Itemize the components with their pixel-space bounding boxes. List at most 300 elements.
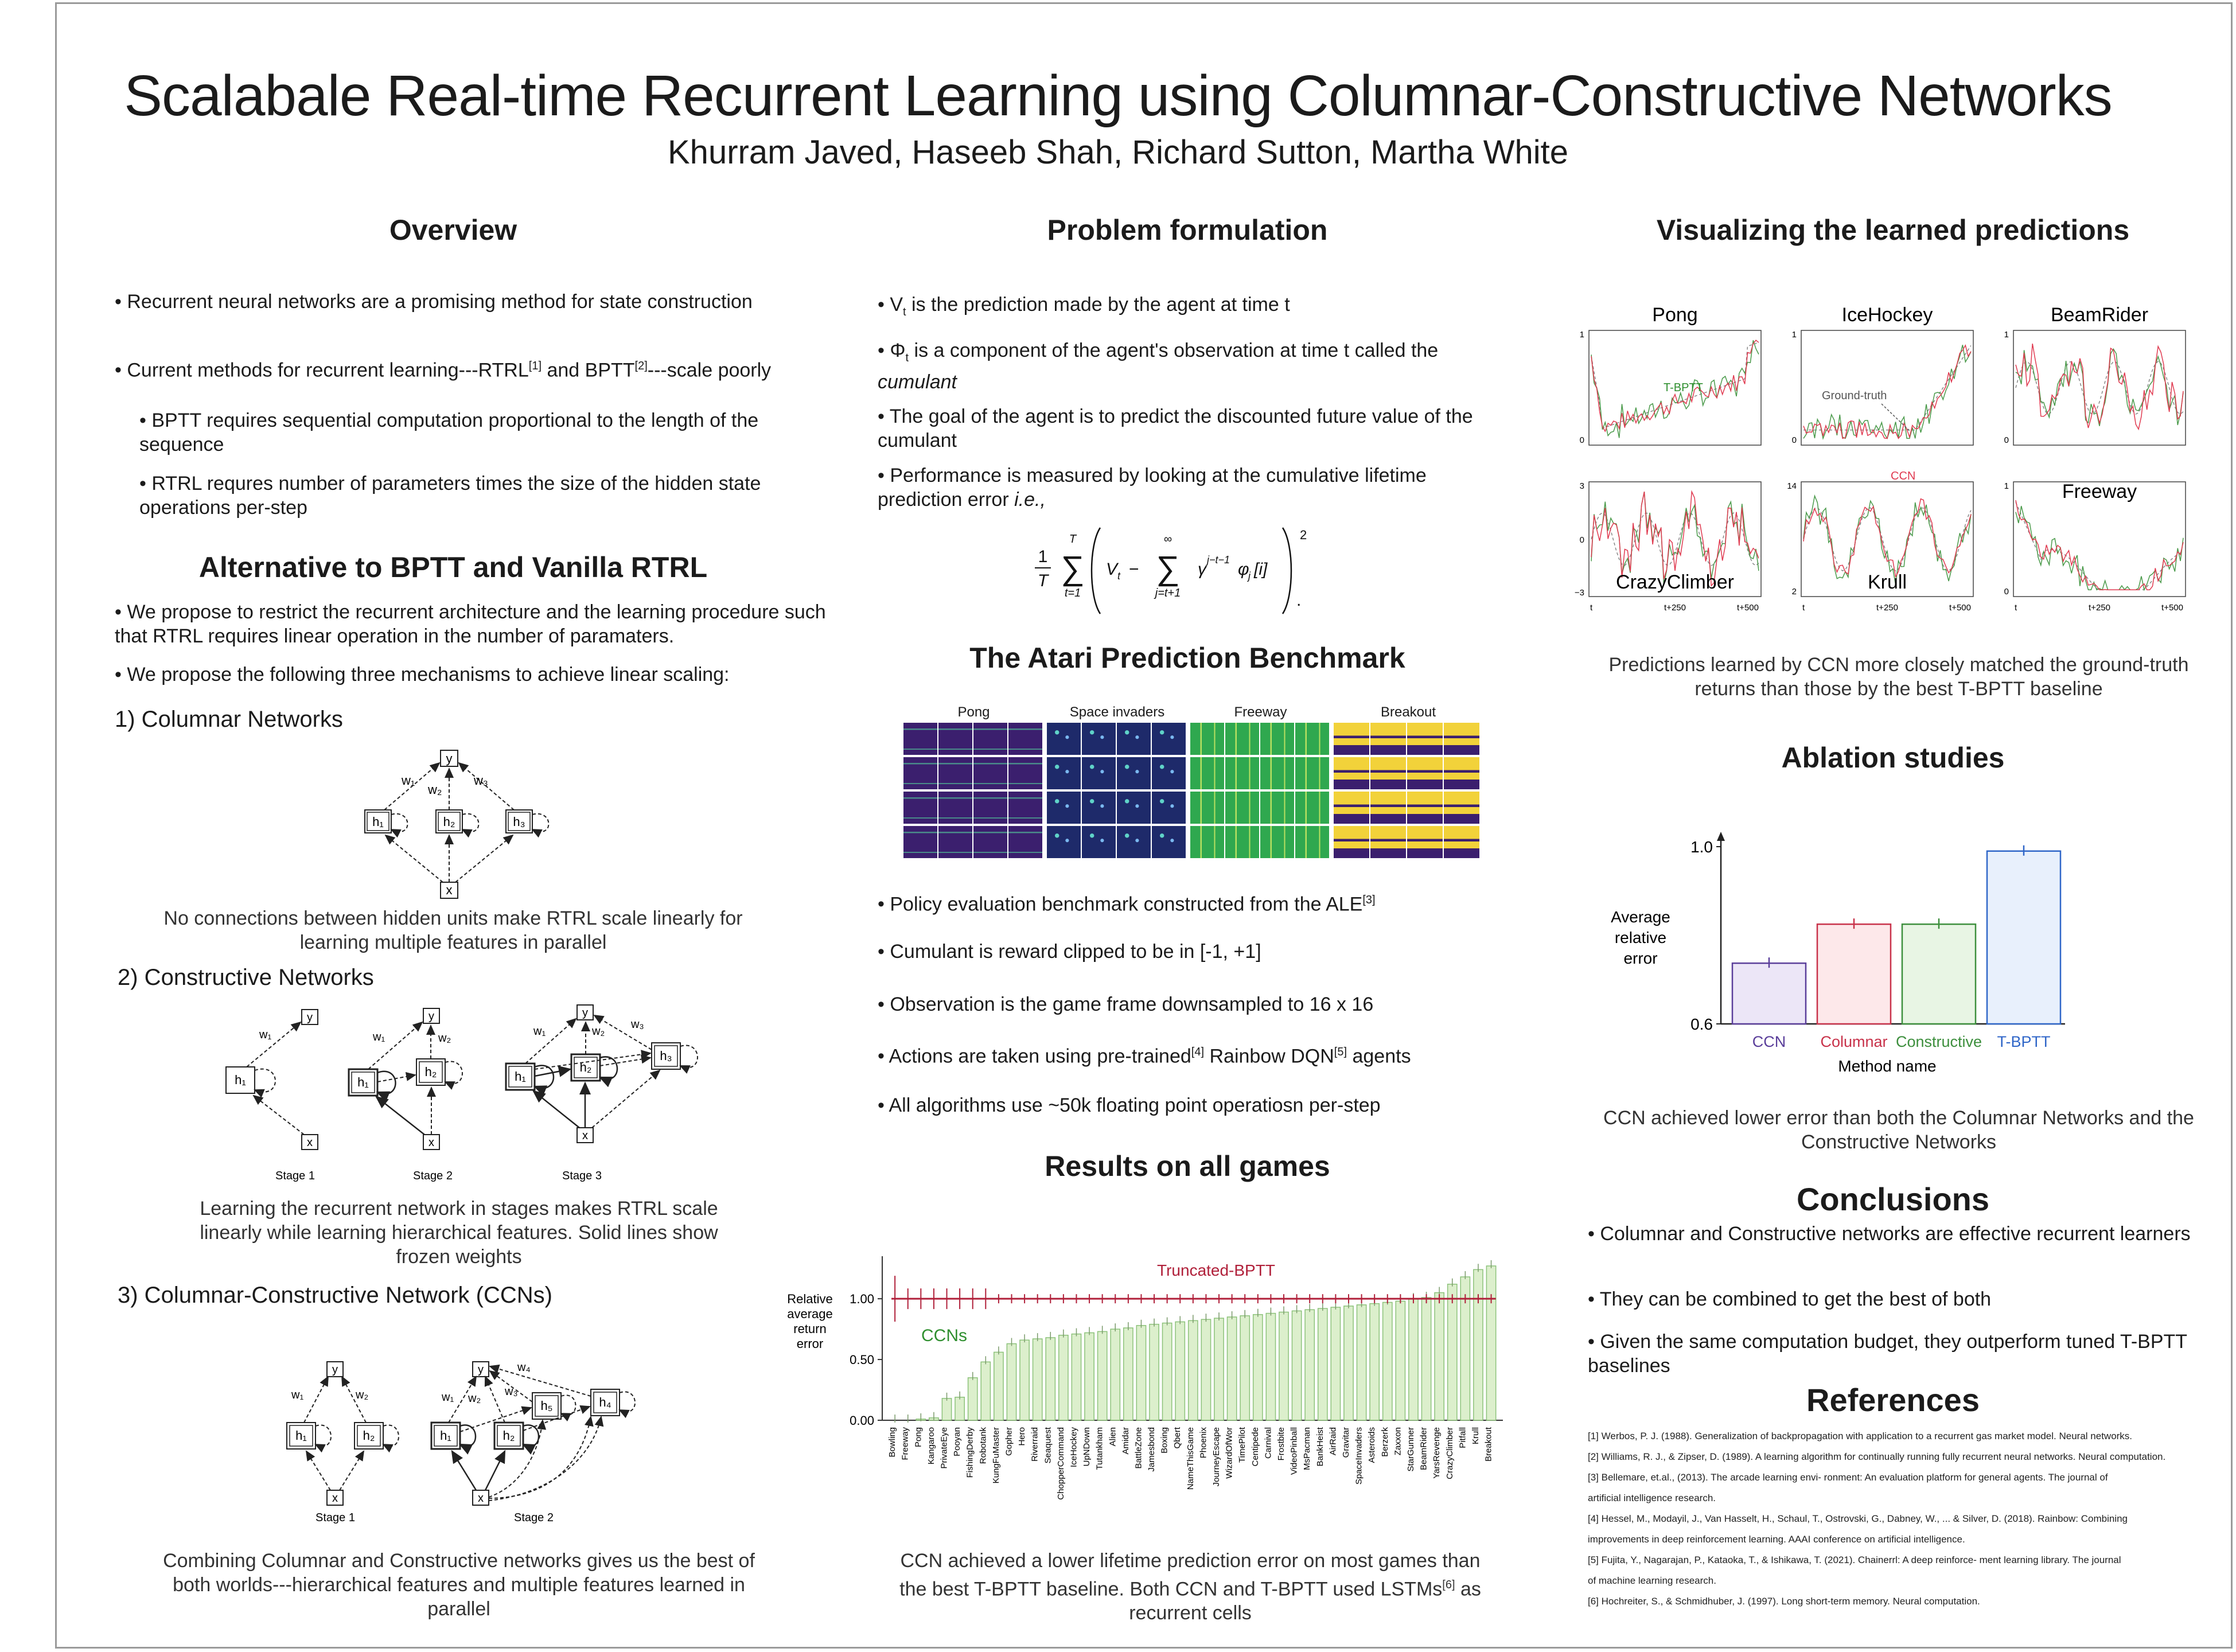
atari-frame-pong [938,826,972,858]
results-xtick: MsPacman [1302,1427,1312,1471]
ccn-s2-w2: w₂ [468,1392,481,1405]
results-xtick: NameThisGame [1185,1427,1195,1490]
panel-title: Pong [1652,304,1698,326]
stage3-label: Stage 3 [562,1170,602,1182]
overview-heading: Overview [389,214,517,246]
results-xtick: Berzerk [1380,1427,1390,1457]
results-bar [1279,1312,1288,1420]
atari-frame-space [1152,826,1186,858]
stage2-x: x [428,1136,434,1149]
columnar-node-h3-label: h₃ [513,815,525,829]
atari-frame-space [1082,792,1116,824]
panel-xtick: t+500 [2161,603,2183,613]
results-bar-chart [769,1205,1514,1503]
formula-sum2-top: ∞ [1163,533,1172,546]
columnar-node-h2-label: h₂ [443,815,455,829]
results-xtick: AirRaid [1328,1427,1338,1456]
panel-ytick: 3 [1579,481,1584,491]
results-ylabel [787,1292,833,1351]
results-bar [1305,1310,1314,1420]
atari-frame-space [1117,723,1151,755]
atari-heading: The Atari Prediction Benchmark [969,642,1405,674]
panel-ytick: −3 [1574,588,1584,598]
results-xtick: Breakout [1483,1427,1494,1462]
results-bar [1409,1299,1418,1420]
atari-frame-pong [938,792,972,824]
results-ylabel-l2: average [787,1307,833,1321]
formula-minus: − [1129,560,1139,579]
panel-ytick: 0 [1579,435,1584,445]
results-bar [1163,1323,1172,1420]
results-bar [1214,1318,1224,1420]
columnar-node-x [441,882,458,898]
results-ylabel-l4: error [796,1337,824,1351]
panel-xtick: t+250 [2089,603,2110,613]
results-bar [1266,1314,1275,1420]
ccn-s1-h2: h₂ [363,1428,375,1443]
results-xtick: Pooyan [952,1427,963,1456]
atari-frame-pong [1008,723,1042,755]
columnar-node-y [441,750,458,766]
ccn-subheading: 3) Columnar-Constructive Network (CCNs) [118,1283,552,1308]
results-xtick: CrazyClimber [1444,1427,1455,1479]
results-xtick: ChopperCommand [1055,1427,1066,1500]
ccn-stage1-label: Stage 1 [315,1511,355,1524]
overview-bullet-3: • BPTT requires sequential computation proportional to the length of the sequence [139,408,816,457]
atari-bullet-3: • Observation is the game frame downsampled to 16 x 16 [878,992,1486,1016]
formula-idx: [i] [1254,560,1268,579]
atari-frame-space [1082,723,1116,755]
ccn-s1-w1: w₁ [291,1389,304,1401]
atari-frame-freeway [1295,723,1329,755]
problem-bullet-2: • $\Phi_t$ is a component of the agent's observation at time t called the cumulant [878,338,1486,394]
formula-sum1-top: T [1069,533,1077,546]
results-ytick: 0.00 [850,1413,874,1428]
formula-sum2-bot: j=t+1 [1155,587,1181,599]
ccn-s1-y: y [332,1363,338,1376]
atari-frame-space [1047,723,1081,755]
results-bar [1111,1329,1120,1420]
alternative-heading: Alternative to BPTT and Vanilla RTRL [198,551,708,583]
stage1-label: Stage 1 [275,1170,315,1182]
stage3-h1: h₁ [515,1069,526,1084]
stage1-h1: h₁ [235,1073,246,1087]
results-xtick: YarsRevenge [1432,1427,1442,1479]
formula-v-sub: t [1117,570,1121,582]
results-xtick: Amidar [1120,1427,1131,1455]
ccn-s2-h2: h₂ [502,1428,515,1443]
atari-frame-pong [903,757,937,789]
atari-frame-breakout [1334,792,1369,824]
results-xtick: TimePilot [1237,1427,1248,1463]
panel-ytick: 2 [1791,587,1797,597]
formula-gamma: γ [1198,560,1206,579]
prediction-panel-pong [1580,304,1761,445]
label-ccn: CCN [1891,470,1916,482]
results-bar [1474,1269,1483,1420]
results-bar [1227,1317,1236,1420]
stage1-y: y [307,1011,313,1024]
results-bar [1253,1315,1263,1420]
ablation-heading: Ablation studies [1781,742,2005,774]
atari-frame-breakout [1444,792,1479,824]
constructive-network-diagram [218,998,723,1187]
panel-title: CrazyClimber [1616,571,1734,593]
results-bar [1124,1328,1133,1420]
ablation-ylabel-l2: relative [1614,929,1667,946]
constructive-subheading: 2) Constructive Networks [118,965,374,990]
ablation-xlabel: Method name [1838,1057,1937,1075]
stage2-w1: w₁ [373,1031,385,1043]
ccn-s2-x: x [478,1492,484,1505]
stage1-x: x [307,1136,313,1149]
stage2-group [349,1008,462,1182]
ablation-bar-ccn [1732,963,1806,1024]
results-bar [1033,1339,1042,1420]
atari-frame-space [1117,757,1151,789]
atari-frames-figure [903,702,1483,863]
results-xtick: Jamesbond [1147,1427,1157,1472]
overview-bullet-4: • RTRL requres number of parameters times the size of the hidden state operations per-step [139,472,816,520]
atari-frame-breakout [1370,826,1406,858]
stage3-h2: h₂ [579,1060,592,1074]
prediction-panel-icehockey [1792,304,1973,445]
results-xtick: Kangaroo [926,1427,936,1465]
atari-game-label-pong: Pong [957,704,990,720]
formula-dot: . [1296,591,1302,610]
atari-frame-pong [973,723,1007,755]
atari-frame-pong [903,792,937,824]
results-xtick: Pong [913,1427,924,1448]
results-bar [1435,1293,1444,1420]
panel-ytick: 1 [2004,481,2009,491]
atari-frame-freeway [1190,723,1224,755]
panel-xtick: t+250 [1876,603,1898,613]
atari-game-label-freeway: Freeway [1234,704,1287,720]
panel-title: Krull [1867,571,1907,593]
results-xtick: VideoPinball [1289,1427,1299,1475]
ccn-s1-h1: h₁ [295,1428,307,1443]
stage2-w2: w₂ [438,1032,451,1045]
ccn-s2-w3: w₃ [505,1385,518,1398]
results-bar [1059,1335,1068,1420]
results-xtick: Tutankham [1094,1427,1105,1470]
svg-text:∑: ∑ [1156,550,1180,587]
atari-frame-space [1047,826,1081,858]
panel-ytick: 0 [2004,435,2009,445]
atari-frame-freeway [1225,723,1259,755]
problem-bullet-3: • The goal of the agent is to predict the discounted future value of the cumulant [878,404,1486,453]
results-xtick: KungFuMaster [991,1427,1001,1484]
panel-ytick: 0 [2004,587,2009,597]
results-bar [1020,1340,1029,1420]
atari-frame-breakout [1444,757,1479,789]
conclusions-bullet-3: • Given the same computation budget, they outperform tuned T-BPTT baselines [1588,1330,2196,1378]
atari-frame-pong [938,723,972,755]
results-xtick: IceHockey [1069,1427,1079,1468]
results-xtick: Boxing [1159,1427,1170,1454]
results-xtick: FishingDerby [965,1427,975,1478]
svg-text:∑: ∑ [1061,550,1085,587]
stage3-y: y [582,1007,588,1019]
results-xtick: Alien [1108,1427,1118,1447]
formula-power: 2 [1300,528,1307,542]
results-caption: CCN achieved a lower lifetime prediction error on most games than the best T-BPTT baseline. Both CCN and T-BPTT used LSTMs[6] as recurrent cells [899,1550,1481,1624]
atari-game-label-breakout: Breakout [1380,704,1436,720]
results-xtick: JourneyEscape [1212,1427,1222,1487]
panel-xtick: t+500 [1949,603,1971,613]
formula-sum1-bot: t=1 [1064,587,1081,599]
results-xtick: Gopher [1004,1427,1014,1456]
reference-4a: [4] Hessel, M., Modayil, J., Van Hasselt, H., Schaul, T., Ostrovski, G., Dabney, W., ... & Silver, D. (2018). Rainbow: Combining [1588,1513,2128,1524]
results-xtick: Asteroids [1367,1427,1377,1463]
atari-frame-breakout [1444,723,1479,755]
results-bar [1007,1344,1016,1420]
panel-title: Freeway [2062,481,2137,502]
atari-frame-breakout [1334,757,1369,789]
results-bar [1175,1322,1185,1420]
results-bar [1344,1306,1353,1420]
alternative-bullet-2: • We propose the following three mechanisms to achieve linear scaling: [115,663,837,687]
panel-xtick: t+250 [1664,603,1686,613]
overview-bullet-2: • Current methods for recurrent learning---RTRL[1] and BPTT[2]---scale poorly [115,354,837,382]
results-xtick: Zaxxon [1393,1427,1403,1456]
ccn-stage2-group [431,1361,635,1524]
columnar-node-y-label: y [446,751,453,766]
atari-frame-breakout [1370,792,1406,824]
results-heading: Results on all games [1045,1150,1330,1182]
ablation-bar-constructive [1902,924,1976,1024]
ccn-s2-w1: w₁ [442,1391,454,1404]
results-bar [1370,1304,1379,1420]
results-bar [1085,1332,1094,1420]
results-xtick: Freeway [900,1427,910,1460]
columnar-weight-w1: w₁ [402,773,415,788]
poster-authors: Khurram Javed, Haseeb Shah, Richard Sutton, Martha White [668,134,1568,171]
atari-frame-pong [1008,757,1042,789]
results-xtick: BankHeist [1315,1427,1325,1467]
results-xtick: UpNDown [1082,1427,1092,1467]
ccn-s2-h1: h₁ [440,1428,451,1443]
panel-ytick: 1 [1579,330,1584,340]
atari-frame-breakout [1370,723,1406,755]
constructive-caption: Learning the recurrent network in stages makes RTRL scale linearly while learning hierarchical features. Solid lines show frozen weights [200,1198,718,1268]
formula-exp: j−t−1 [1207,554,1230,566]
results-ytick: 1.00 [850,1292,874,1307]
results-xtick: StarGunner [1405,1427,1416,1472]
ablation-bar-chart [1589,826,2163,1084]
atari-bullet-4: • Actions are taken using pre-trained[4] Rainbow DQN[5] agents [878,1040,1486,1068]
atari-frame-freeway [1260,757,1294,789]
stage3-w2: w₂ [592,1025,605,1038]
ablation-xtick-t-bptt: T-BPTT [1997,1033,2051,1050]
stage3-group [506,1005,698,1182]
atari-frame-breakout [1444,826,1479,858]
results-xtick: Riverraid [1030,1427,1040,1462]
ccn-s2-h4: h₄ [599,1395,611,1409]
overview-bullet-1: • Recurrent neural networks are a promising method for state construction [115,290,837,314]
results-bar [1189,1320,1198,1420]
viz-heading: Visualizing the learned predictions [1656,214,2130,246]
prediction-panel-krull [1787,481,1973,613]
stage3-w3: w₃ [631,1018,644,1031]
stage3-w1: w₁ [533,1025,546,1038]
atari-frame-pong [973,826,1007,858]
ccn-s1-x: x [332,1492,338,1505]
panel-title: BeamRider [2050,304,2149,326]
results-bar [1201,1319,1210,1420]
results-ytick: 0.50 [850,1353,874,1367]
reference-5b: of machine learning research. [1588,1575,1716,1586]
atari-frame-space [1047,792,1081,824]
atari-frame-freeway [1225,792,1259,824]
stage2-h1: h₁ [357,1075,369,1089]
atari-frame-space [1117,826,1151,858]
atari-frame-space [1117,792,1151,824]
results-xtick: Robotank [978,1427,988,1464]
reference-1: [1] Werbos, P. J. (1988). Generalization of backpropagation with application to a recurrent gas market model. Neural networks. [1588,1431,2133,1441]
results-bar [1150,1324,1159,1420]
problem-bullet-4: • Performance is measured by looking at the cumulative lifetime prediction error i.e., [878,463,1486,512]
results-xtick: Hero [1017,1427,1027,1446]
results-series-label: CCNs [921,1326,967,1345]
results-bar [968,1378,977,1420]
results-xtick: Centipede [1250,1427,1260,1467]
label-tbptt: T-BPTT [1664,381,1703,394]
columnar-weight-w3: w₃ [474,773,488,788]
results-ylabel-l3: return [793,1322,827,1336]
ccn-caption: Combining Columnar and Constructive networks gives us the best of both worlds---hierarchical features and multiple features learned in parallel [163,1550,755,1620]
alternative-bullet-1: • We propose to restrict the recurrent architecture and the learning procedure such that RTRL requires linear operation in the number of paramaters. [115,600,837,648]
panel-ytick: 1 [2004,330,2009,340]
columnar-network-diagram [344,746,574,901]
results-bar [994,1352,1003,1420]
atari-frame-pong [903,723,937,755]
results-bar [1318,1308,1327,1420]
results-bar [1136,1326,1146,1420]
ccn-s2-w4: w₄ [517,1361,531,1374]
columnar-node-h1 [365,810,391,833]
prediction-panel-freeway [2004,481,2186,613]
atari-frame-breakout [1407,792,1443,824]
ablation-ytick: 0.6 [1690,1015,1713,1033]
results-reference-label: Truncated-BPTT [1157,1261,1275,1279]
results-ylabel-l1: Relative [787,1292,833,1306]
results-bar [1331,1307,1340,1420]
atari-frame-freeway [1225,826,1259,858]
results-bar [1357,1305,1366,1420]
atari-frame-pong [973,757,1007,789]
atari-frame-pong [1008,792,1042,824]
results-bar [1448,1284,1457,1420]
atari-frame-breakout [1370,757,1406,789]
columnar-node-x-label: x [446,883,453,897]
atari-frame-breakout [1334,723,1369,755]
error-formula [1033,522,1331,620]
results-xtick: Phoenix [1198,1427,1209,1459]
results-bar [955,1397,964,1420]
formula-v: V [1106,560,1118,579]
results-bar [981,1362,990,1420]
ccn-stage1-group [287,1362,399,1524]
atari-frame-pong [1008,826,1042,858]
ccn-s2-y: y [478,1363,484,1376]
results-bar [1421,1298,1431,1420]
panel-ytick: 0 [1579,535,1584,545]
atari-frame-breakout [1407,826,1443,858]
ablation-ylabel-l1: Average [1611,908,1670,926]
atari-frame-freeway [1190,757,1224,789]
results-xtick: PrivateEye [939,1427,949,1469]
atari-frame-freeway [1295,826,1329,858]
columnar-node-h1-label: h₁ [372,815,384,829]
ablation-bar-columnar [1817,924,1891,1024]
panel-ytick: 0 [1791,435,1797,445]
prediction-panel-crazyclimber [1575,481,1761,613]
atari-frame-breakout [1407,723,1443,755]
conclusions-bullet-2: • They can be combined to get the best of both [1588,1287,2196,1311]
results-bar [942,1398,951,1420]
results-xtick: Bowling [887,1427,898,1458]
results-bar [1046,1338,1055,1420]
results-xtick: Gravitar [1341,1427,1351,1458]
problem-bullet-1: • $V_t$ is the prediction made by the agent at time t [878,293,1509,324]
atari-frame-freeway [1295,792,1329,824]
atari-frame-space [1152,757,1186,789]
reference-3a: [3] Bellemare, et.al., (2013). The arcade learning envi- ronment: An evaluation platform for general agents. The journal of [1588,1472,2108,1483]
results-bar [1098,1331,1107,1420]
ccn-s1-w2: w₂ [356,1389,369,1401]
atari-frame-space [1082,757,1116,789]
stage3-x: x [582,1129,588,1142]
results-xtick: Pitfall [1458,1427,1468,1448]
prediction-panel-beamrider [2004,304,2186,445]
atari-bullet-2: • Cumulant is reward clipped to be in [-1, +1] [878,940,1486,964]
ccn-stage2-label: Stage 2 [514,1511,554,1524]
atari-bullet-1: • Policy evaluation benchmark constructed from the ALE[3] [878,888,1486,916]
panel-xtick: t [1590,603,1593,613]
columnar-subheading: 1) Columnar Networks [115,707,343,732]
conclusions-heading: Conclusions [1796,1181,1990,1217]
stage2-h2: h₂ [424,1065,437,1079]
results-xtick: Seaquest [1043,1427,1053,1464]
results-bar [1240,1316,1249,1420]
results-xtick: WizardOfWor [1224,1427,1234,1479]
results-bar [1486,1266,1495,1420]
results-xtick: SpaceInvaders [1354,1427,1364,1485]
panel-ytick: 1 [1791,330,1797,340]
formula-frac-num: 1 [1038,547,1048,566]
ablation-ytick: 1.0 [1690,838,1713,856]
reference-4b: improvements in deep reinforcement learning. AAAI conference on artificial intelligence. [1588,1534,1965,1545]
columnar-caption: No connections between hidden units make RTRL scale linearly for learning multiple features in parallel [163,907,743,953]
label-ground-truth: Ground-truth [1822,389,1887,402]
ablation-caption: CCN achieved lower error than both the Columnar Networks and the Constructive Networks [1603,1107,2194,1153]
references-heading: References [1806,1382,1980,1418]
panel-xtick: t [1802,603,1805,613]
atari-frame-breakout [1407,757,1443,789]
results-xtick: BeamRider [1419,1427,1429,1471]
atari-frame-freeway [1260,792,1294,824]
results-xtick: Carnival [1263,1427,1273,1459]
reference-6: [6] Hochreiter, S., & Schmidhuber, J. (1997). Long short-term memory. Neural computation. [1588,1596,1980,1607]
poster-title: Scalabale Real-time Recurrent Learning using Columnar-Constructive Networks [124,64,2112,128]
reference-5a: [5] Fujita, Y., Nagarajan, P., Kataoka, T., & Ishikawa, T. (2021). Chainerrl: A deep reinforce- ment learning library. The journal [1588,1554,2121,1565]
results-bar [1383,1303,1392,1420]
ablation-bar-t-bptt [1987,851,2060,1024]
stage3-h3: h₃ [660,1049,672,1063]
formula-frac-den: T [1037,571,1049,590]
